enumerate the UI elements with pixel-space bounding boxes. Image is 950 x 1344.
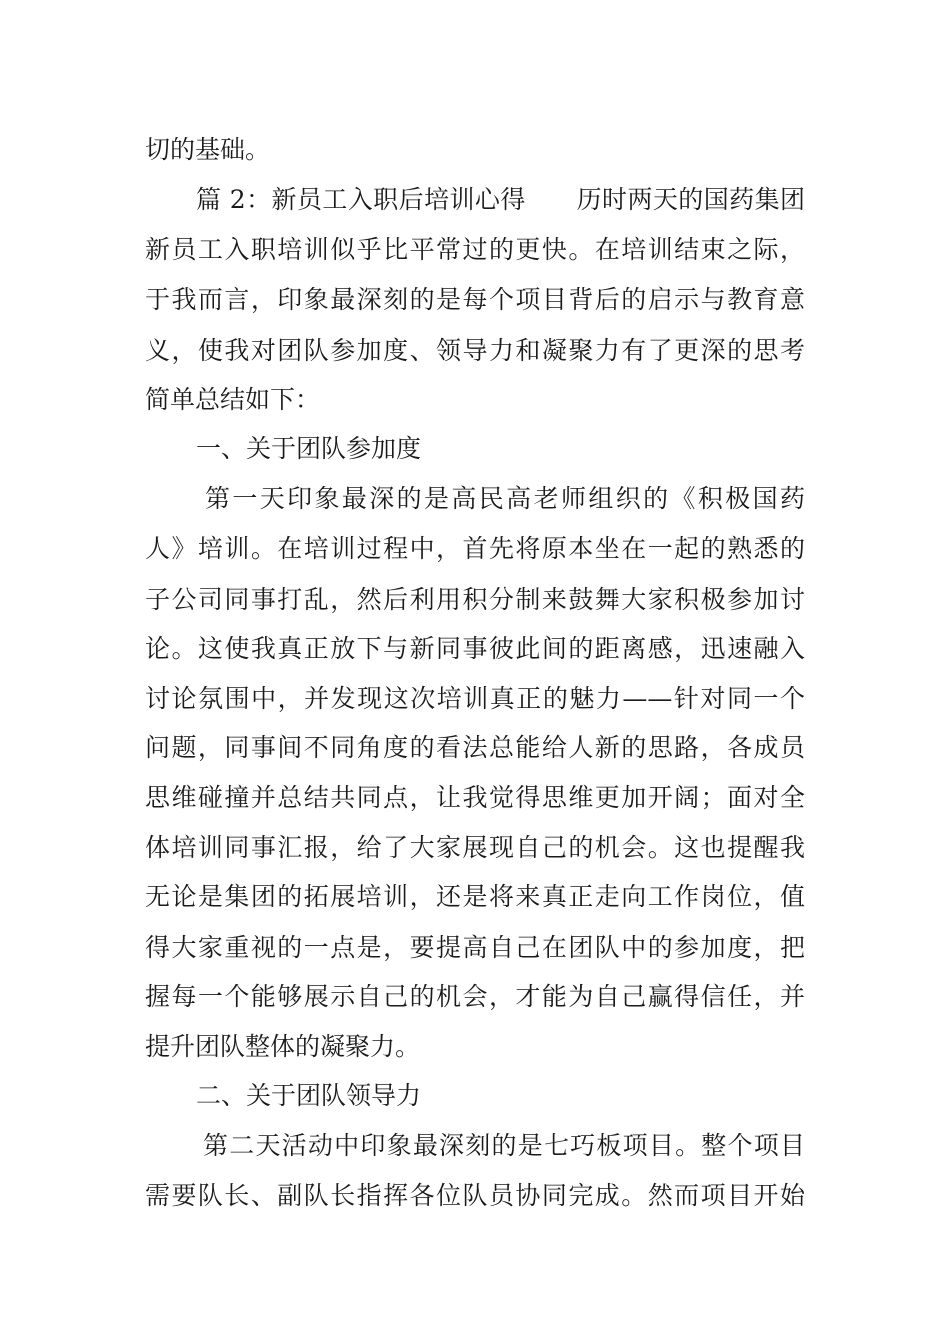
paragraph-line: 新员工入职培训似乎比平常过的更快。在培训结束之际，: [145, 235, 805, 264]
paragraph-line: 得大家重视的一点是，要提高自己在团队中的参加度，把: [145, 933, 805, 962]
paragraph-line: 需要队长、副队长指挥各位队员协同完成。然而项目开始: [145, 1181, 805, 1210]
paragraph-line: 体培训同事汇报，给了大家展现自己的机会。这也提醒我: [145, 833, 805, 862]
paragraph-line: 于我而言，印象最深刻的是每个项目背后的启示与教育意: [145, 285, 805, 314]
heading-line: 篇 2：新员工入职后培训心得 历时两天的国药集团: [196, 185, 805, 214]
paragraph-line: 子公司同事打乱，然后利用积分制来鼓舞大家积极参加讨: [145, 585, 805, 614]
paragraph-line: 问题，同事间不同角度的看法总能给人新的思路，各成员: [145, 733, 805, 762]
paragraph-line: 讨论氛围中，并发现这次培训真正的魅力——针对同一个: [145, 684, 805, 713]
paragraph-line: 义，使我对团队参加度、领导力和凝聚力有了更深的思考: [145, 336, 805, 365]
paragraph-line: 人》培训。在培训过程中，首先将原本坐在一起的熟悉的: [145, 534, 805, 563]
paragraph-line: 第一天印象最深的是高民高老师组织的《积极国药: [205, 484, 805, 513]
paragraph-line: 第二天活动中印象最深刻的是七巧板项目。整个项目: [203, 1131, 805, 1160]
paragraph-line: 论。这使我真正放下与新同事彼此间的距离感，迅速融入: [145, 634, 805, 663]
section-heading: 一、关于团队参加度: [196, 434, 422, 463]
paragraph-line: 切的基础。: [145, 135, 271, 164]
paragraph-line: 思维碰撞并总结共同点，让我觉得思维更加开阔；面对全: [145, 783, 805, 812]
section-heading: 二、关于团队领导力: [196, 1081, 422, 1110]
paragraph-line: 简单总结如下：: [145, 385, 321, 414]
paragraph-line: 握每一个能够展示自己的机会，才能为自己赢得信任，并: [145, 982, 805, 1011]
paragraph-line: 无论是集团的拓展培训，还是将来真正走向工作岗位，值: [145, 882, 805, 911]
paragraph-line: 提升团队整体的凝聚力。: [145, 1032, 421, 1061]
